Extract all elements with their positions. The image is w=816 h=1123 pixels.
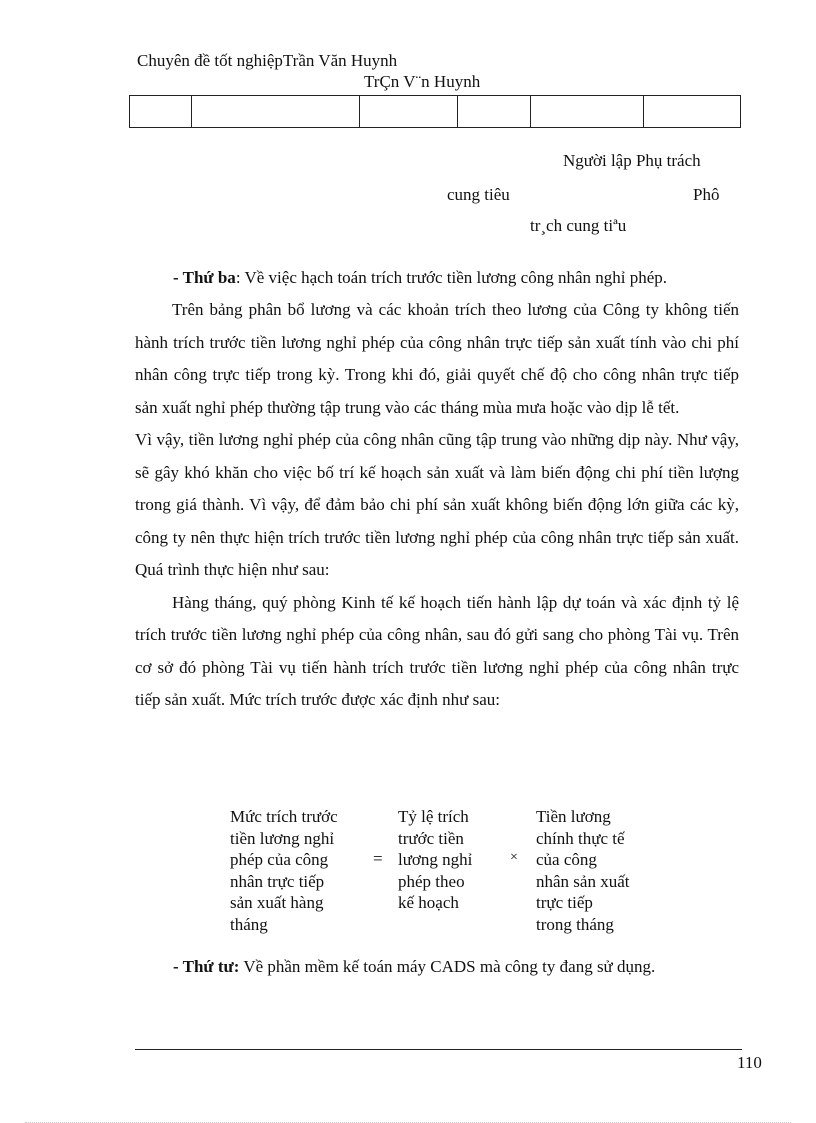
section-four-label: - Thứ tư: [173,957,240,976]
formula-left-term: Mức trích trước tiền lương nghỉ phép của công nhân trực tiếp sản xuất hàng tháng [230,807,338,934]
signature-line-1: Người lập Phụ trách [563,151,701,170]
formula-middle-term: Tỷ lệ trích trước tiền lương nghỉ phép theo kế hoạch [398,807,473,912]
header-garbled-name: TrÇn V¨n Huynh [364,72,481,91]
section-four-heading [173,957,655,977]
page-number: 110 [737,1053,762,1072]
table-cell [531,96,644,128]
formula-right-term: Tiền lương chính thực tế của công nhân sản xuất trực tiếp trong tháng [536,807,630,934]
section-four-text: Về phần mềm kế toán máy CADS mà công ty đang sử dụng. [239,957,656,976]
footer-rule [135,1049,742,1050]
table-cell [458,96,531,128]
table-cell [644,96,741,128]
body-text [135,294,739,717]
section-three-heading [173,268,667,288]
paragraph: Trên bảng phân bổ lương và các khoản trích theo lương của Công ty không tiến hành trích trước tiền lương nghỉ phép của công nhân trực tiếp sản xuất tính vào chi phí nhân công trực tiếp trong kỳ. Trong khi đó, giải quyết chế độ cho công nhân trực tiếp sản xuất nghỉ phép thường tập trung vào các tháng mùa mưa hoặc vào dịp lễ tết. [135,300,739,417]
table-cell [192,96,360,128]
header-title: Chuyên đề tốt nghiệpTrần Văn Huynh [137,51,398,70]
formula-times-sign: × [510,850,518,865]
section-three-text: : Về việc hạch toán trích trước tiền lương công nhân nghỉ phép. [235,268,668,287]
paragraph: Hàng tháng, quý phòng Kinh tế kế hoạch tiến hành lập dự toán và xác định tỷ lệ trích trước tiền lương nghỉ phép của công nhân, sau đó gửi sang cho phòng Tài vụ. Trên cơ sở đó phòng Tài vụ tiến hành trích trước tiền lương nghỉ phép của công nhân trực tiếp sản xuất. Mức trích trước được xác định như sau: [135,592,739,709]
signature-line-3: tr¸ch cung tiªu [530,216,627,235]
signature-line-2-left: cung tiêu [447,185,510,204]
section-three-label: - Thứ ba [173,268,236,287]
table-cell [360,96,458,128]
signature-table [129,95,741,128]
signature-line-2-right: Phô [693,185,720,204]
formula-equals-sign: = [373,849,383,868]
paragraph: Vì vậy, tiền lương nghỉ phép của công nhân cũng tập trung vào những dịp này. Như vậy, sẽ gây khó khăn cho việc bố trí kế hoạch sản xuất và làm biến động chi phí tiền lượng trong giá thành. Vì vậy, để đảm bảo chi phí sản xuất không biến động lớn giữa các kỳ, công ty nên thực hiện trích trước tiền lương nghỉ phép của công nhân trực tiếp sản xuất. Quá trình thực hiện như sau: [135,430,739,579]
table-cell [130,96,192,128]
